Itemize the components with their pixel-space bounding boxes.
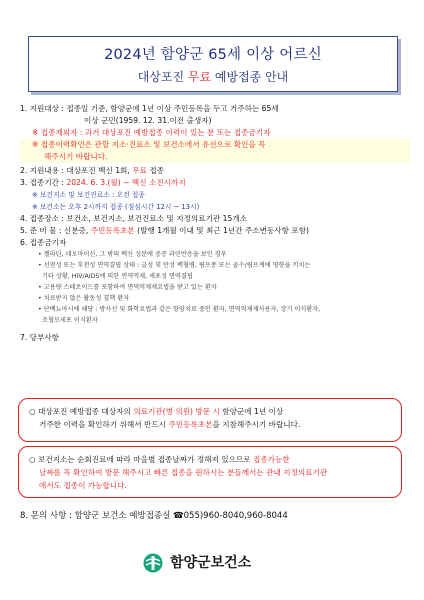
title-box [28,36,398,92]
request-red: 날짜를 꼭 확인하여 방문 해주시고 빠른 접종을 원하시는 분들께서는 [39,468,267,477]
exclusion-note: ※ 접종제외자 : 과거 대상포진 예방접종 이력이 있는 분 또는 접종금기자 [32,128,271,137]
request-text: 함양군에 1년 이상 [219,407,284,416]
contact-info: 8. 문의 사항 : 함양군 보건소 예방접종실 ☎055)960-8040,960-8044 [20,511,288,521]
period-value: 2024. 6. 3.(월) ~ 백신 소진시까지 [66,178,186,187]
health-center-logo-icon [143,553,163,573]
page-title: 2024년 함양군 65세 이상 어르신 [104,47,322,63]
support-free: 무료 [132,166,147,175]
contraindication-item: • 선천성 또는 후천성 면역결핍 상태 : 급성 및 만성 백혈병, 림프종 또는 골수/림프계에 영향을 끼치는 [38,262,311,269]
location-line: 4. 접종장소 : 보건소, 보건지소, 보건진료소 및 지정의료기관 15개소 [20,214,247,223]
contraindication-item: • 단백뇨마시에 해당 : 방사선 및 화학요법과 같은 항암치료 중인 환자, 면역억제제사용자, 장기 이식환자, [38,306,321,313]
support-content [20,165,410,177]
contraindication-item: • 치료받지 않은 활동성 결핵 환자 [38,295,130,302]
request-text: 을 지참해주시기 바랍니다. [212,420,301,429]
health-center-name: 함양군보건소 [170,555,252,571]
contraindication-item: 기타 상황, HIV/AIDS에 의한 면역억제, 세포성 면역결핍 [42,273,193,280]
request-1-line1 [29,405,391,418]
request-2-line3 [29,479,391,492]
support-suffix: 접종 [146,166,164,175]
request-box-2 [18,446,402,498]
request-heading: 7. 당부사항 [20,333,60,342]
request-red: 접종가능한 [253,455,290,464]
materials-line [20,225,410,237]
request-red: 관내 지정의료기관 [266,468,328,477]
page-subtitle [29,68,397,85]
contraindication-heading: 6. 접종금기자 [20,238,67,247]
contraindication-item: • 젤라틴, 네오마이신, 그 밖의 백신 성분에 중증 과민반응을 보인 경우 [38,251,227,258]
target-line: 1. 지원대상 : 접종일 기준, 함양군에 1년 이상 주민등록을 두고 거주하는 65세 [20,104,279,113]
request-1-line2 [29,418,391,431]
history-note-cont: 해주시기 바랍니다. [20,151,410,163]
request-red: 주민등록초본 [168,420,213,429]
support-label: 2. 지원내용 : 대상포진 백신 1회, [20,166,133,175]
request-2-line2 [29,466,391,479]
materials-suffix: (발행 1개월 이내 및 최근 1년간 주소변동사항 포함) [134,226,310,235]
contraindication-item: • 고용량 스테로이드를 포함하여 면역억제제요법을 받고 있는 환자 [38,284,217,291]
center-note: ※ 보건소는 오후 2시까지 접종 (점심시간 12시 ~ 13시) [32,203,200,211]
request-text: ○ 대상포진 예방접종 대상자의 [29,407,134,416]
request-red: 에서도 접종이 가능합니다. [39,481,127,490]
request-red: 의료기관(병·의원) 방문 시 [133,407,220,416]
request-text: 거주한 이력을 확인하기 위해서 반드시 [39,420,169,429]
request-box-1 [18,398,402,442]
target-line-cont: 이상 군민(1959. 12. 31.이전 출생자) [84,116,212,125]
contraindication-item: 조혈모세포 이식환자 [42,317,98,324]
request-2-line1 [29,453,391,466]
period-line [20,177,410,189]
subtitle-part: 대상포진 [137,70,188,84]
notice-body [20,103,410,344]
branch-note: ※ 보건지소 및 보건진료소 : 오전 접종 [32,191,145,199]
history-note: ※ 접종이력확인은 관할 지소·진료소 및 보건소에서 유선으로 확인을 꼭 [20,139,410,151]
materials-red: 주민등록초본 [90,226,135,235]
request-text: ○ 보건지소는 순회진료에 따라 마을별 접종날짜가 정해져 있으므로 [29,455,253,464]
subtitle-free: 무료 [187,70,212,84]
subtitle-part: 예방접종 안내 [211,70,289,84]
period-label: 3. 접종기간 : [20,178,67,187]
materials-label: 5. 준 비 물 : 신분증, [20,226,91,235]
